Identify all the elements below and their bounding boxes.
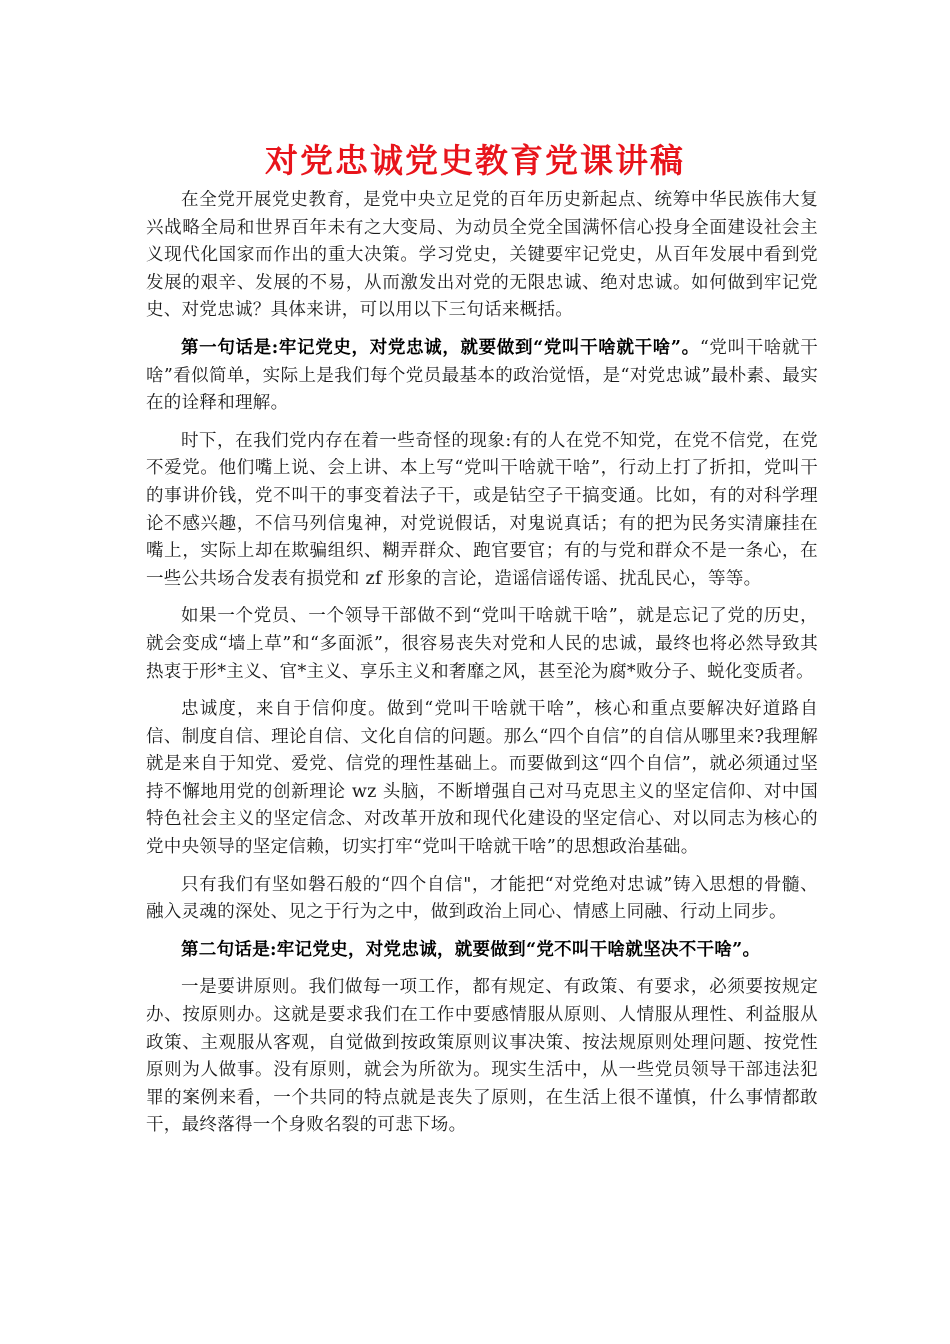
paragraph-first-sentence — [146, 335, 818, 418]
first-sentence-heading: 第一句话是:牢记党史，对党忠诚，就要做到“党叫干啥就干啥”。 — [181, 337, 700, 358]
paragraph-intro: 在全党开展党史教育，是党中央立足党的百年历史新起点、统筹中华民族伟大复兴战略全局和世界百年未有之大变局、为动员全党全国满怀信心投身全面建设社会主义现代化国家而作出的重大决策。学习党史，关键要牢记党史，从百年发展中看到党发展的艰辛、发展的不易，从而激发出对党的无限忠诚、绝对忠诚。如何做到牢记党史、对党忠诚？具体来讲，可以用以下三句话来概括。 — [146, 190, 818, 321]
paragraph-forget-history: 如果一个党员、一个领导干部做不到“党叫干啥就干啥”，就是忘记了党的历史，就会变成“墙上草”和“多面派”，很容易丧失对党和人民的忠诚，最终也将必然导致其热衷于形*主义、官*主义、享乐主义和奢靡之风，甚至沦为腐*败分子、蜕化变质者。 — [146, 606, 818, 682]
first-sentence-body: “党叫干啥就干啥”看似简单，实际上是我们每个党员最基本的政治觉悟，是“对党忠诚”最朴素、最实在的诠释和理解。 — [146, 337, 819, 414]
document-title: 对党忠诚党史教育党课讲稿 — [265, 141, 685, 180]
paragraph-strange-phenomena: 时下，在我们党内存在着一些奇怪的现象:有的人在党不知党，在党不信党，在党不爱党。他们嘴上说、会上讲、本上写“党叫干啥就干啥”，行动上打了折扣，党叫干的事讲价钱，党不叫干的事变着法子干，或是钻空子干搞变通。比如，有的对科学理论不感兴趣，不信马列信鬼神，对党说假话，对鬼说真话；有的把为民务实清廉挂在嘴上，实际上却在欺骗组织、糊弄群众、跑官要官；有的与党和群众不是一条心，在一些公共场合发表有损党和 zf 形象的言论，造谣信谣传谣、扰乱民心，等等。 — [146, 430, 818, 589]
paragraph-loyalty-faith: 忠诚度，来自于信仰度。做到“党叫干啥就干啥”，核心和重点要解决好道路自信、制度自信、理论自信、文化自信的问题。那么“四个自信”的自信从哪里来?我理解就是来自于知党、爱党、信党的理性基础上。而要做到这“四个自信”，就必须通过坚持不懈地用党的创新理论 wz 头脑，不断增强自己对马克思主义的坚定信仰、对中国特色社会主义的坚定信念、对改革开放和现代化建设的坚定信心、对以同志为核心的党中央领导的坚定信赖，切实打牢“党叫干啥就干啥”的思想政治基础。 — [146, 699, 818, 858]
document-body — [146, 187, 818, 1150]
paragraph-principles: 一是要讲原则。我们做每一项工作，都有规定、有政策、有要求，必须要按规定办、按原则办。这就是要求我们在工作中要感情服从原则、人情服从理性、利益服从政策、主观服从客观，自觉做到按政策原则议事决策、按法规原则处理问题、按党性原则为人做事。没有原则，就会为所欲为。现实生活中，从一些党员领导干部违法犯罪的案例来看，一个共同的特点就是丧失了原则，在生活上很不谨慎，什么事情都敢干，最终落得一个身败名裂的可悲下场。 — [146, 977, 818, 1136]
second-sentence-heading: 第二句话是:牢记党史，对党忠诚，就要做到“党不叫干啥就坚决不干啥”。 — [181, 939, 761, 960]
paragraph-four-confidences: 只有我们有坚如磐石般的“四个自信"，才能把“对党绝对忠诚”铸入思想的骨髓、融入灵魂的深处、见之于行为之中，做到政治上同心、情感上同融、行动上同步。 — [146, 874, 818, 923]
